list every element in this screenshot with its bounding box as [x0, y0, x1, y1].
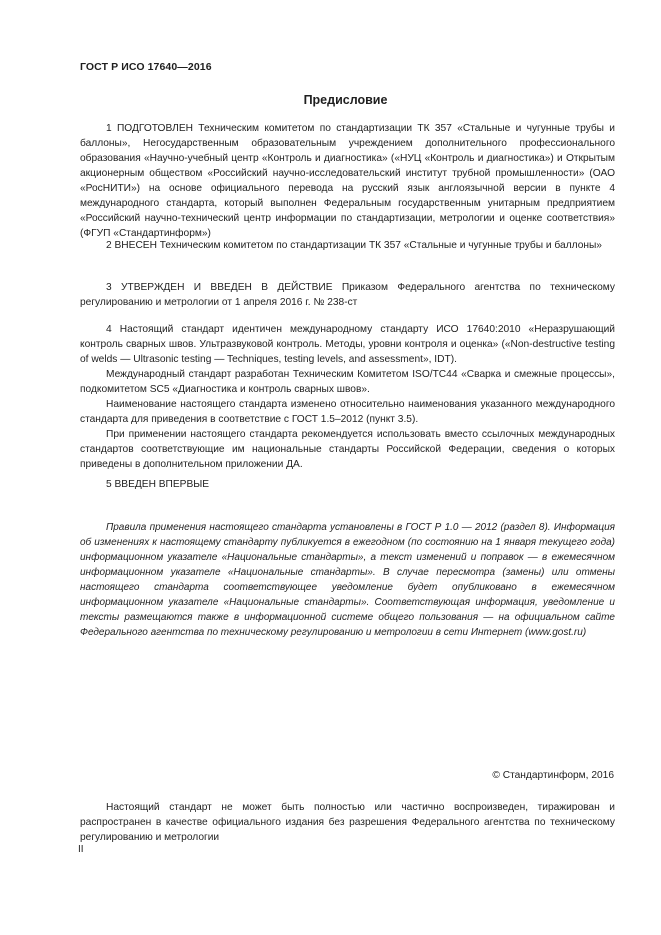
- section-title: Предисловие: [303, 93, 388, 107]
- paragraph-4-note-3: При применении настоящего стандарта рекомендуется использовать вместо ссылочных международных стандартов соответствующие им национальные стандарты Российской Федерации, сведения о которых приведены в дополнительном приложении ДА.: [80, 429, 615, 470]
- paragraph-2: 2 ВНЕСЕН Техническим комитетом по стандартизации ТК 357 «Стальные и чугунные трубы и баллоны»: [106, 240, 602, 251]
- document-header: ГОСТ Р ИСО 17640—2016: [80, 61, 212, 73]
- paragraph-1: 1 ПОДГОТОВЛЕН Техническим комитетом по стандартизации ТК 357 «Стальные и чугунные трубы и баллоны», Негосударственным образовательным учреждением дополнительного профессионального образования «Научно-учебный центр «Контроль и диагностика» («НУЦ «Контроль и диагностика») и Открытым акционерным обществом «Российский научно-исследовательский институт трубной промышленности» (ОАО «РосНИТИ») на основе официального перевода на русский язык англоязычной версии в пункте 4 международного стандарта, который выполнен Федеральным государственным унитарным предприятием «Российский научно-технический центр информации по стандартизации, метрологии и оценке соответствия» (ФГУП «Стандартинформ»): [80, 123, 615, 239]
- reproduction-notice: Настоящий стандарт не может быть полностью или частично воспроизведен, тиражирован и распространен в качестве официального издания без разрешения Федерального агентства по техническому регулированию и метрологии: [80, 802, 615, 843]
- paragraph-3: 3 УТВЕРЖДЕН И ВВЕДЕН В ДЕЙСТВИЕ Приказом Федерального агентства по техническому регулированию и метрологии от 1 апреля 2016 г. № 238-ст: [80, 282, 615, 308]
- copyright: © Стандартинформ, 2016: [492, 770, 614, 781]
- paragraph-4: 4 Настоящий стандарт идентичен международному стандарту ИСО 17640:2010 «Неразрушающий контроль сварных швов. Ультразвуковой контроль. Методы, уровни контроля и оценка» («Non-destructive testing of welds — Ultrasonic testing — Techniques, testing levels, and assessment», IDT).: [80, 324, 615, 365]
- usage-notice: Правила применения настоящего стандарта установлены в ГОСТ Р 1.0 — 2012 (раздел 8). Информация об изменениях к настоящему стандарту публикуется в ежегодном (по состоянию на 1 января текущего года) информационном указателе «Национальные стандарты», а текст изменений и поправок — в ежемесячном информационном указателе «Национальные стандарты». В случае пересмотра (замены) или отмены настоящего стандарта соответствующее уведомление будет опубликовано в ежемесячном информационном указателе «Национальные стандарты». Соответствующая информация, уведомление и тексты размещаются также в информационной системе общего пользования — на официальном сайте Федерального агентства по техническому регулированию и метрологии в сети Интернет (www.gost.ru): [80, 522, 615, 638]
- paragraph-4-note-2: Наименование настоящего стандарта изменено относительно наименования указанного международного стандарта для приведения в соответствие с ГОСТ 1.5–2012 (пункт 3.5).: [80, 399, 615, 425]
- paragraph-5: 5 ВВЕДЕН ВПЕРВЫЕ: [106, 479, 210, 490]
- page-number: II: [78, 844, 84, 855]
- paragraph-4-note-1: Международный стандарт разработан Техническим Комитетом ISO/TC44 «Сварка и смежные процессы», подкомитетом SC5 «Диагностика и контроль сварных швов».: [80, 369, 615, 395]
